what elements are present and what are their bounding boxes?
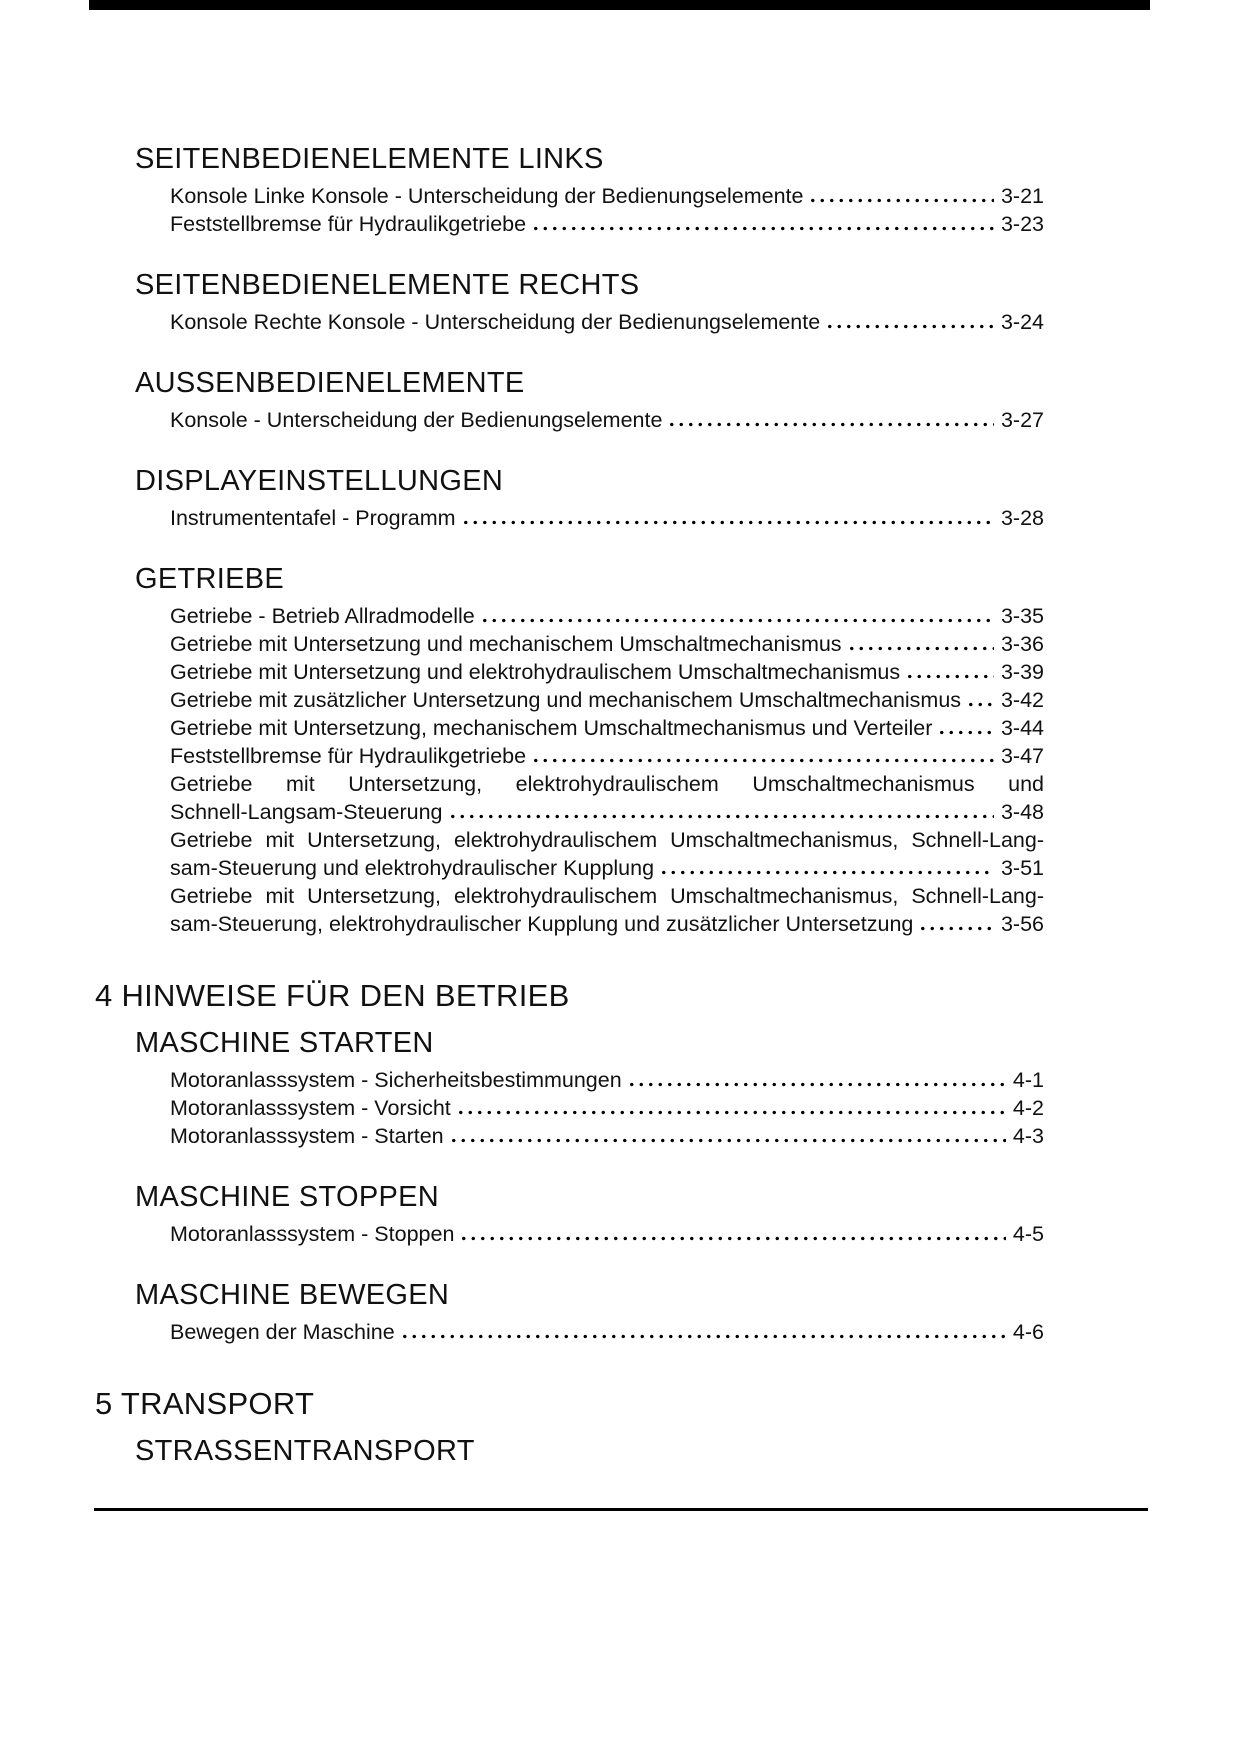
toc-page-number: 3-39 <box>1000 660 1044 684</box>
toc-entry-last-line <box>170 602 1044 630</box>
toc-entry <box>170 714 1044 742</box>
toc-entries <box>170 1066 1044 1150</box>
toc-section <box>0 1278 1241 1346</box>
toc-entry <box>170 770 1044 826</box>
toc-page-number: 3-56 <box>1000 912 1044 936</box>
toc-page-number: 4-3 <box>1012 1124 1044 1148</box>
toc-entries <box>170 182 1044 238</box>
toc-entry <box>170 1066 1044 1094</box>
toc-page-number: 3-24 <box>1000 310 1044 334</box>
toc-entry-last-line <box>170 714 1044 742</box>
toc-page-number: 3-23 <box>1000 212 1044 236</box>
toc-entry-text: Motoranlasssystem - Starten <box>170 1124 444 1148</box>
toc-page-number: 3-48 <box>1000 800 1044 824</box>
page-footer-rule <box>94 1508 1148 1511</box>
section-heading: GETRIEBE <box>135 563 285 595</box>
dot-leader <box>918 910 994 938</box>
toc-entry <box>170 504 1044 532</box>
dot-leader <box>659 854 994 882</box>
dot-leader <box>456 1094 1006 1122</box>
toc-entry-last-line <box>170 798 1044 826</box>
dot-leader <box>531 210 994 238</box>
toc-section <box>0 1434 1241 1468</box>
toc-entry-text: Getriebe mit zusätzlicher Untersetzung und mechanischem Umschaltmechanismus <box>170 688 962 712</box>
toc-entry-last-line <box>170 1318 1044 1346</box>
toc-entry-last-line <box>170 1066 1044 1094</box>
toc-entry-last-line <box>170 686 1044 714</box>
toc-entry-text: Getriebe mit Untersetzung, mechanischem Umschaltmechanismus und Verteiler <box>170 716 933 740</box>
dot-leader <box>847 630 994 658</box>
toc-entry-last-line <box>170 630 1044 658</box>
toc-entries <box>170 406 1044 434</box>
toc-entry-text: Bewegen der Maschine <box>170 1320 395 1344</box>
dot-leader <box>449 1122 1006 1150</box>
toc-entry-text: Getriebe mit Untersetzung und elektrohydraulischem Umschaltmechanismus <box>170 660 901 684</box>
toc-page-number: 3-27 <box>1000 408 1044 432</box>
toc-page-number: 4-1 <box>1012 1068 1044 1092</box>
toc-section <box>0 1026 1241 1150</box>
section-heading: SEITENBEDIENELEMENTE LINKS <box>135 143 604 175</box>
toc-page-number: 3-44 <box>1000 716 1044 740</box>
toc-entries <box>170 504 1044 532</box>
toc-page-number: 3-35 <box>1000 604 1044 628</box>
toc-entries <box>170 1220 1044 1248</box>
toc-entry-last-line <box>170 742 1044 770</box>
toc-entry-last-line <box>170 854 1044 882</box>
toc-entry-last-line <box>170 1094 1044 1122</box>
toc-entry-text: Feststellbremse für Hydraulikgetriebe <box>170 744 527 768</box>
toc-entry <box>170 1094 1044 1122</box>
toc-entry <box>170 630 1044 658</box>
dot-leader <box>448 798 994 826</box>
toc-entry-last-line <box>170 406 1044 434</box>
toc-section <box>0 464 1241 532</box>
toc-entry-line: Getriebe mit Untersetzung, elektrohydraulischem Umschaltmechanismus und <box>170 772 1044 796</box>
toc-entry <box>170 826 1044 882</box>
toc-entry-text: Motoranlasssystem - Stoppen <box>170 1222 455 1246</box>
toc-page-number: 3-42 <box>1000 688 1044 712</box>
dot-leader <box>905 658 994 686</box>
toc-entry-last-line <box>170 1220 1044 1248</box>
toc-entry <box>170 882 1044 938</box>
toc-section <box>0 1180 1241 1248</box>
dot-leader <box>459 1220 1006 1248</box>
section-heading: MASCHINE BEWEGEN <box>135 1279 450 1311</box>
toc-entries <box>170 1318 1044 1346</box>
toc-entry <box>170 182 1044 210</box>
toc-page-number: 4-2 <box>1012 1096 1044 1120</box>
toc-page-number: 3-28 <box>1000 506 1044 530</box>
toc-entries <box>170 308 1044 336</box>
toc-entry <box>170 686 1044 714</box>
dot-leader <box>966 686 994 714</box>
dot-leader <box>667 406 994 434</box>
toc-entry <box>170 1220 1044 1248</box>
toc-entry-last-line <box>170 1122 1044 1150</box>
dot-leader <box>531 742 994 770</box>
dot-leader <box>825 308 994 336</box>
section-heading: STRASSENTRANSPORT <box>135 1435 475 1467</box>
toc-page-number: 3-51 <box>1000 856 1044 880</box>
toc-entry-text: Instrumententafel - Programm <box>170 506 456 530</box>
toc-entry-last-line <box>170 658 1044 686</box>
toc-entry-text: Konsole Linke Konsole - Unterscheidung der Bedienungselemente <box>170 184 804 208</box>
toc-page-number: 4-6 <box>1012 1320 1044 1344</box>
toc-entry <box>170 658 1044 686</box>
toc-entry-text: Motoranlasssystem - Vorsicht <box>170 1096 451 1120</box>
section-heading: MASCHINE STARTEN <box>135 1027 434 1059</box>
dot-leader <box>400 1318 1006 1346</box>
toc-entry-text: Getriebe - Betrieb Allradmodelle <box>170 604 475 628</box>
toc-section <box>0 562 1241 938</box>
section-heading: MASCHINE STOPPEN <box>135 1181 439 1213</box>
chapter-heading: 5 TRANSPORT <box>95 1386 315 1421</box>
toc-entry <box>170 602 1044 630</box>
toc-entry <box>170 1122 1044 1150</box>
toc-page-number: 3-21 <box>1000 184 1044 208</box>
toc-entry-text: Getriebe mit Untersetzung und mechanischem Umschaltmechanismus <box>170 632 842 656</box>
toc-entry <box>170 308 1044 336</box>
chapter-heading: 4 HINWEISE FÜR DEN BETRIEB <box>95 978 570 1013</box>
toc-entry-last-line <box>170 504 1044 532</box>
toc-entry <box>170 1318 1044 1346</box>
toc-page-number: 3-36 <box>1000 632 1044 656</box>
section-heading: DISPLAYEINSTELLUNGEN <box>135 465 504 497</box>
toc-section <box>0 142 1241 238</box>
toc-entry-line: Getriebe mit Untersetzung, elektrohydraulischem Umschaltmechanismus, Schnell-Lang- <box>170 884 1044 908</box>
toc-page-number: 3-47 <box>1000 744 1044 768</box>
dot-leader <box>461 504 994 532</box>
toc-entry-last-line <box>170 182 1044 210</box>
toc-entry-text: Konsole Rechte Konsole - Unterscheidung der Bedienungselemente <box>170 310 821 334</box>
dot-leader <box>937 714 994 742</box>
toc-entry <box>170 210 1044 238</box>
toc-entry-last-line <box>170 308 1044 336</box>
toc-section <box>0 268 1241 336</box>
dot-leader <box>480 602 994 630</box>
toc-section <box>0 366 1241 434</box>
section-heading: AUSSENBEDIENELEMENTE <box>135 367 525 399</box>
toc-entry-text: Konsole - Unterscheidung der Bedienungselemente <box>170 408 663 432</box>
toc-entry-line: Getriebe mit Untersetzung, elektrohydraulischem Umschaltmechanismus, Schnell-Lang- <box>170 828 1044 852</box>
toc-entry <box>170 742 1044 770</box>
dot-leader <box>627 1066 1006 1094</box>
toc-entry-text: Feststellbremse für Hydraulikgetriebe <box>170 212 527 236</box>
toc-entry <box>170 406 1044 434</box>
toc-entry-text: sam-Steuerung, elektrohydraulischer Kupplung und zusätzlicher Untersetzung <box>170 912 914 936</box>
toc-entry-last-line <box>170 910 1044 938</box>
toc-page-number: 4-5 <box>1012 1222 1044 1246</box>
toc-entry-text: Schnell-Langsam-Steuerung <box>170 800 443 824</box>
section-heading: SEITENBEDIENELEMENTE RECHTS <box>135 269 640 301</box>
toc-entry-text: Motoranlasssystem - Sicherheitsbestimmungen <box>170 1068 622 1092</box>
toc-entry-last-line <box>170 210 1044 238</box>
dot-leader <box>808 182 993 210</box>
toc-entries <box>170 602 1044 938</box>
toc-entry-text: sam-Steuerung und elektrohydraulischer Kupplung <box>170 856 655 880</box>
